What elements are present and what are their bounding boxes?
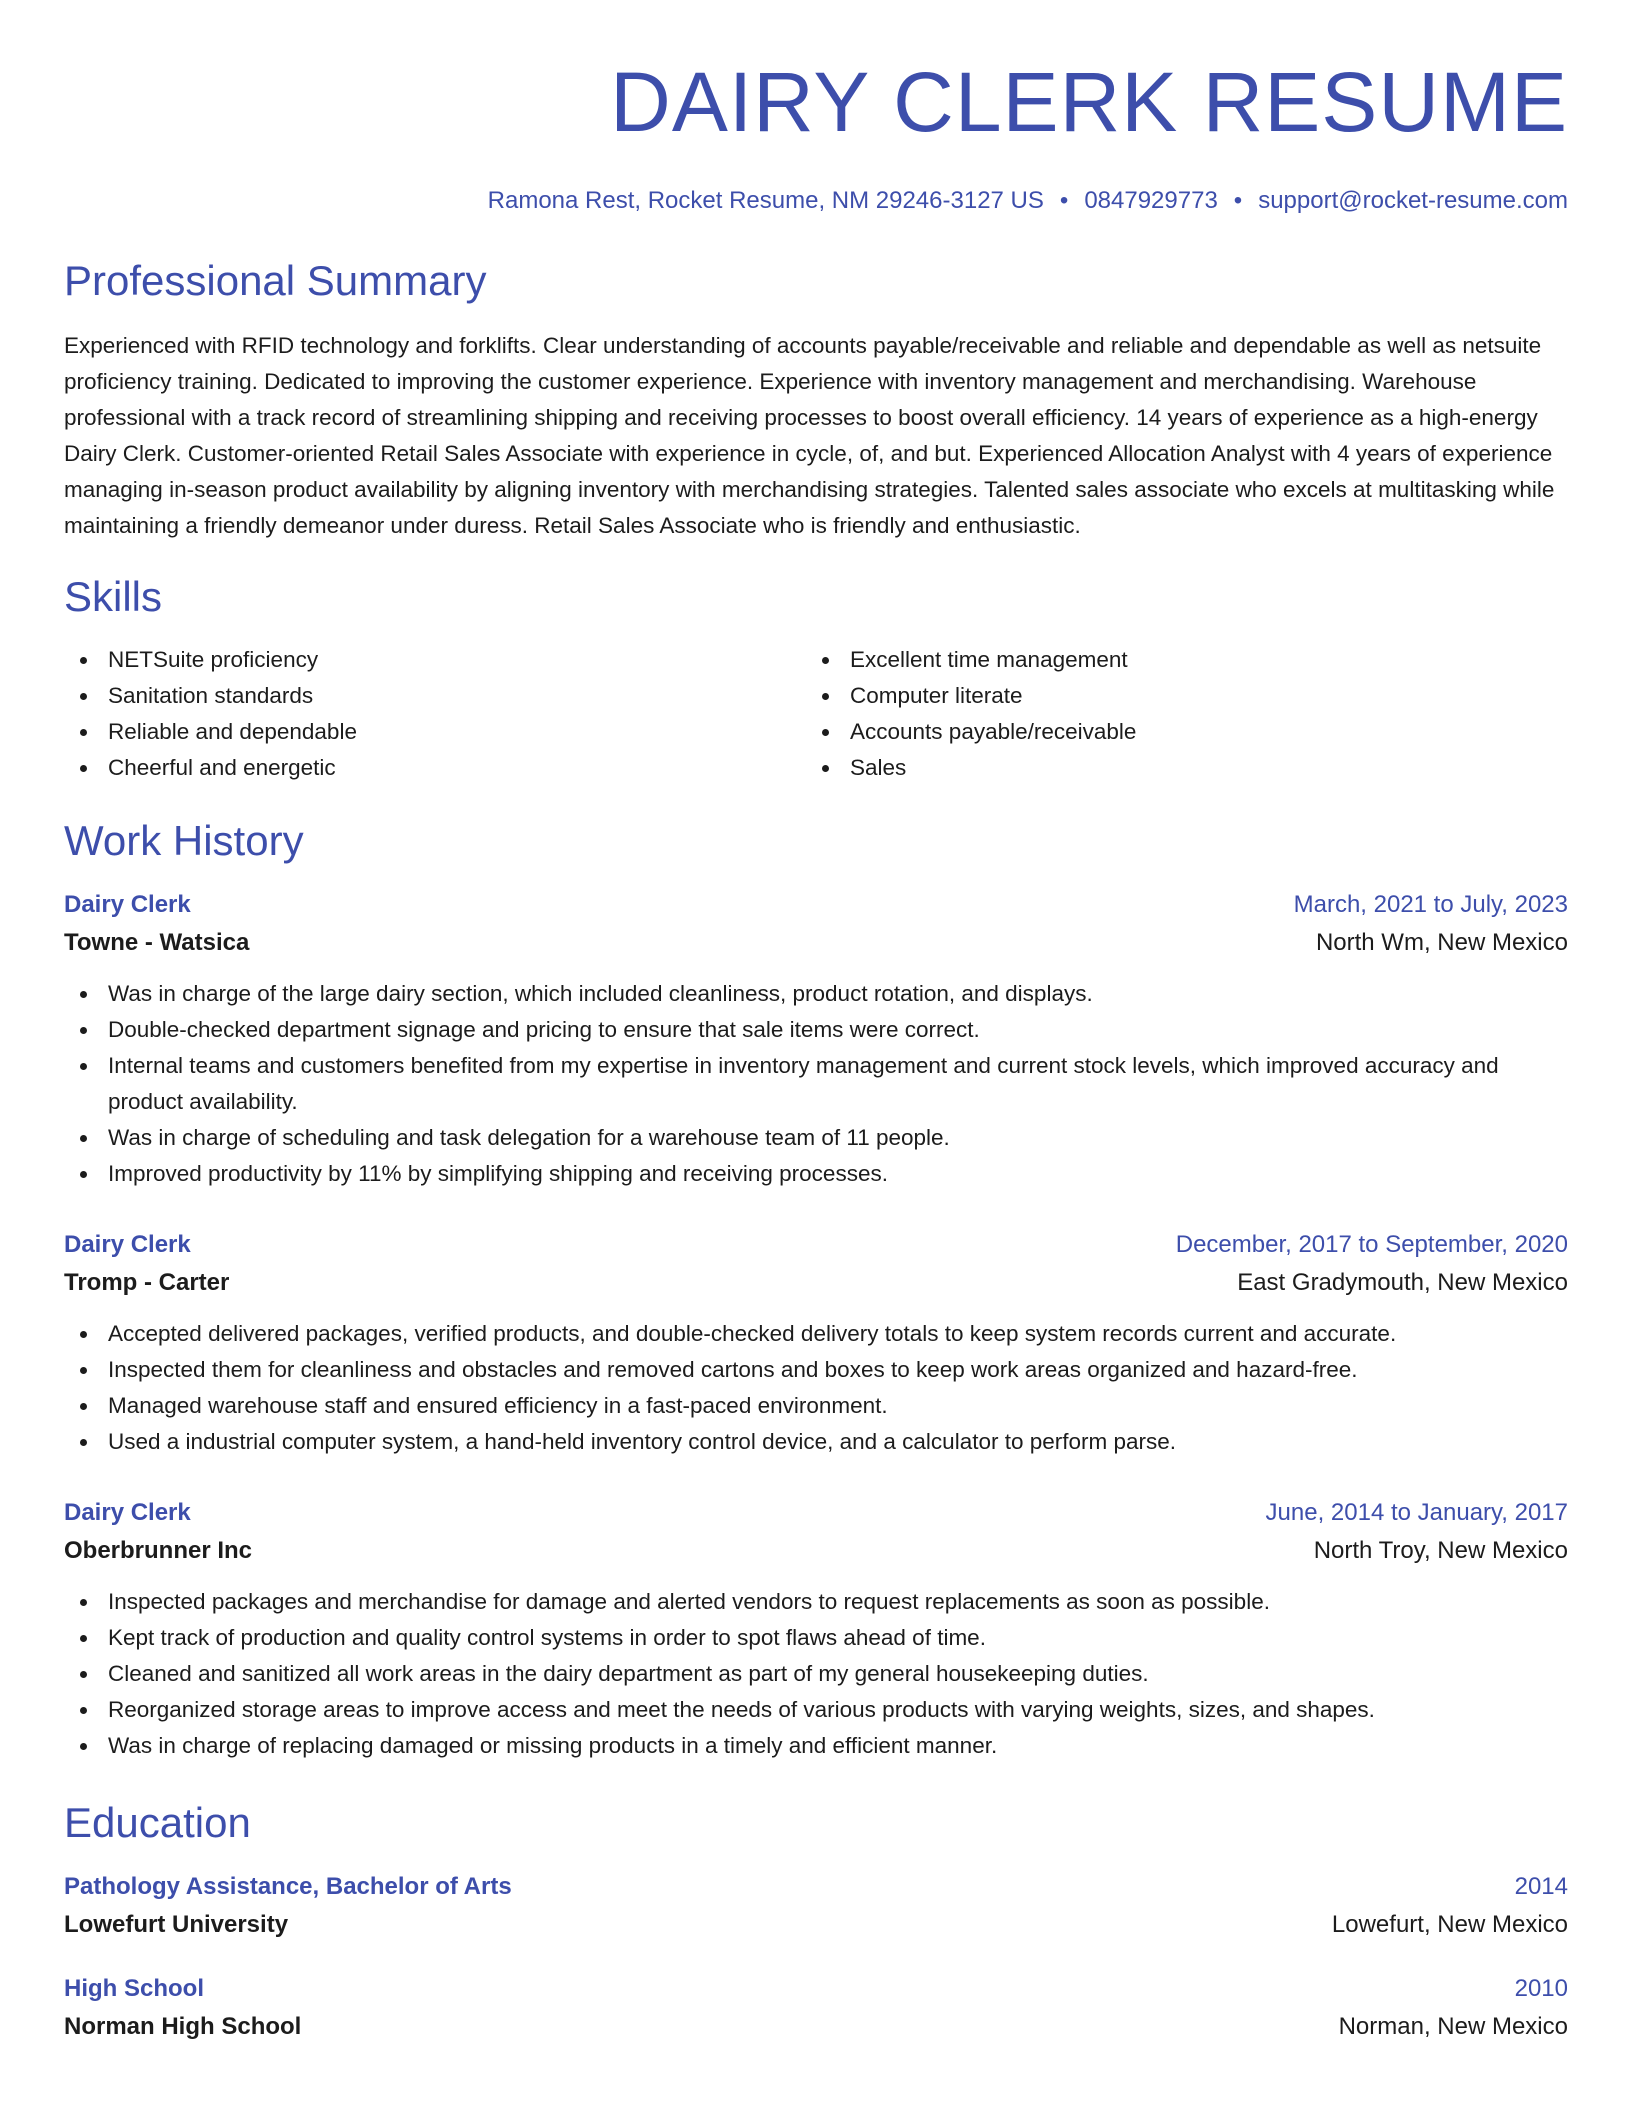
job-bullet: Was in charge of the large dairy section, which included cleanliness, product rotation, and displays. xyxy=(64,976,1568,1012)
contact-separator: • xyxy=(1059,187,1069,214)
job-entry xyxy=(64,1494,1568,1764)
skill-item: NETSuite proficiency xyxy=(64,642,806,678)
job-bullet: Was in charge of scheduling and task delegation for a warehouse team of 11 people. xyxy=(64,1120,1568,1156)
job-bullet: Improved productivity by 11% by simplifying shipping and receiving processes. xyxy=(64,1156,1568,1192)
contact-phone: 0847929773 xyxy=(1084,187,1218,214)
education-degree: High School xyxy=(64,1975,204,2002)
job-company: Tromp - Carter xyxy=(64,1269,230,1296)
skills-grid xyxy=(64,642,1568,786)
education-degree: Pathology Assistance, Bachelor of Arts xyxy=(64,1873,512,1900)
education-entry xyxy=(64,1970,1568,2046)
skill-item: Reliable and dependable xyxy=(64,714,806,750)
skills-section xyxy=(64,572,1568,786)
job-entry xyxy=(64,1226,1568,1460)
contact-separator: • xyxy=(1233,187,1243,214)
job-role: Dairy Clerk xyxy=(64,1499,191,1526)
job-bullet: Reorganized storage areas to improve access and meet the needs of various products with varying weights, sizes, and shapes. xyxy=(64,1692,1568,1728)
job-bullet: Inspected packages and merchandise for damage and alerted vendors to request replacements as soon as possible. xyxy=(64,1584,1568,1620)
work-history-section xyxy=(64,816,1568,1764)
job-bullet: Accepted delivered packages, verified products, and double-checked delivery totals to keep system records current and accurate. xyxy=(64,1316,1568,1352)
skills-list-right xyxy=(806,642,1548,786)
job-entry xyxy=(64,886,1568,1192)
section-title-education: Education xyxy=(64,1799,251,1846)
skill-item: Accounts payable/receivable xyxy=(806,714,1548,750)
job-dates: June, 2014 to January, 2017 xyxy=(1265,1499,1568,1526)
education-year: 2014 xyxy=(1514,1873,1568,1900)
contact-address: Ramona Rest, Rocket Resume, NM 29246-3127 US xyxy=(487,187,1044,214)
skill-item: Excellent time management xyxy=(806,642,1548,678)
job-bullet: Kept track of production and quality control systems in order to spot flaws ahead of time. xyxy=(64,1620,1568,1656)
section-title-summary: Professional Summary xyxy=(64,257,487,304)
education-section xyxy=(64,1798,1568,2046)
job-location: East Gradymouth, New Mexico xyxy=(1237,1269,1568,1296)
education-school: Lowefurt University xyxy=(64,1911,289,1938)
job-dates: December, 2017 to September, 2020 xyxy=(1175,1231,1568,1258)
job-bullets xyxy=(64,1584,1568,1764)
job-bullet: Managed warehouse staff and ensured efficiency in a fast-paced environment. xyxy=(64,1388,1568,1424)
job-bullet: Cleaned and sanitized all work areas in the dairy department as part of my general housekeeping duties. xyxy=(64,1656,1568,1692)
resume-title: DAIRY CLERK RESUME xyxy=(610,55,1568,149)
job-bullets xyxy=(64,1316,1568,1460)
job-bullet: Double-checked department signage and pricing to ensure that sale items were correct. xyxy=(64,1012,1568,1048)
resume-header xyxy=(64,0,1568,216)
section-title-skills: Skills xyxy=(64,573,163,620)
education-location: Lowefurt, New Mexico xyxy=(1331,1911,1568,1938)
job-company: Towne - Watsica xyxy=(64,929,250,956)
education-school: Norman High School xyxy=(64,2013,302,2040)
job-bullet: Internal teams and customers benefited from my expertise in inventory management and current stock levels, which improved accuracy and product availability. xyxy=(64,1048,1568,1120)
job-location: North Wm, New Mexico xyxy=(1315,929,1568,956)
skill-item: Computer literate xyxy=(806,678,1548,714)
job-company: Oberbrunner Inc xyxy=(64,1537,253,1564)
education-location: Norman, New Mexico xyxy=(1338,2013,1568,2040)
job-role: Dairy Clerk xyxy=(64,891,191,918)
contact-line xyxy=(64,186,1568,216)
skills-list-left xyxy=(64,642,806,786)
education-entry xyxy=(64,1868,1568,1944)
job-bullet: Inspected them for cleanliness and obstacles and removed cartons and boxes to keep work areas organized and hazard-free. xyxy=(64,1352,1568,1388)
job-bullet: Was in charge of replacing damaged or missing products in a timely and efficient manner. xyxy=(64,1728,1568,1764)
contact-email[interactable]: support@rocket-resume.com xyxy=(1258,187,1568,214)
education-year: 2010 xyxy=(1514,1975,1568,2002)
job-bullets xyxy=(64,976,1568,1192)
job-bullet: Used a industrial computer system, a hand-held inventory control device, and a calculator to perform parse. xyxy=(64,1424,1568,1460)
job-dates: March, 2021 to July, 2023 xyxy=(1293,891,1568,918)
section-title-work-history: Work History xyxy=(64,817,304,864)
skill-item: Sanitation standards xyxy=(64,678,806,714)
job-location: North Troy, New Mexico xyxy=(1313,1537,1568,1564)
professional-summary-section xyxy=(64,256,1568,544)
job-role: Dairy Clerk xyxy=(64,1231,191,1258)
skill-item: Cheerful and energetic xyxy=(64,750,806,786)
summary-text: Experienced with RFID technology and forklifts. Clear understanding of accounts payable/receivable and reliable and dependable as well as netsuite proficiency training. Dedicated to improving the customer experience. Experience with inventory management and merchandising. Warehouse professional with a track record of streamlining shipping and receiving processes to boost overall efficiency. 14 years of experience as a high-energy Dairy Clerk. Customer-oriented Retail Sales Associate with experience in cycle, of, and but. Experienced Allocation Analyst with 4 years of experience managing in-season product availability by aligning inventory with merchandising strategies. Talented sales associate who excels at multitasking while maintaining a friendly demeanor under duress. Retail Sales Associate who is friendly and enthusiastic. xyxy=(64,333,1555,538)
skill-item: Sales xyxy=(806,750,1548,786)
